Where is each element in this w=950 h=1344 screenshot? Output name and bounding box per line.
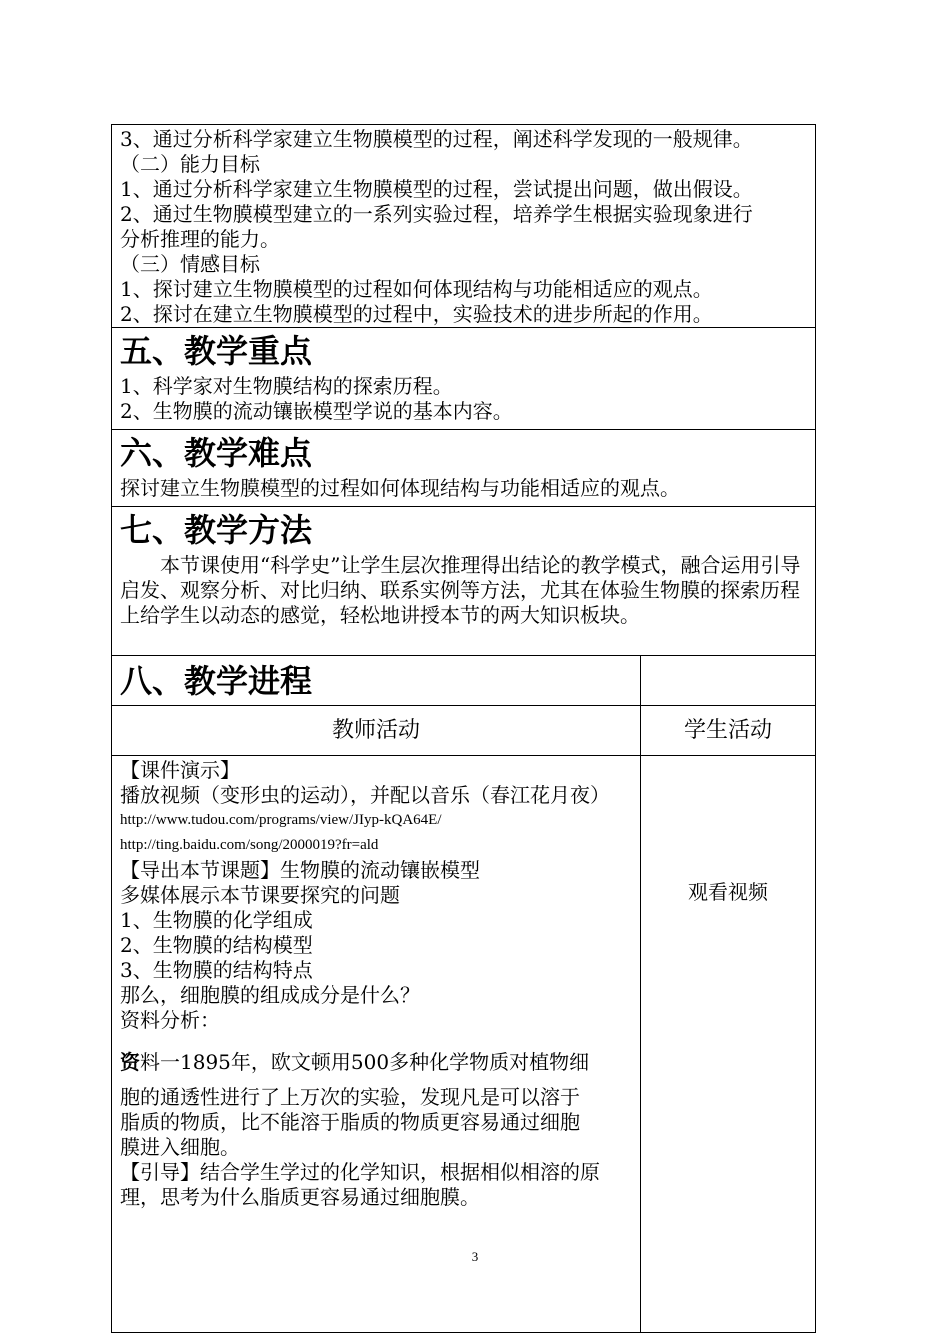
difficulty-row: [112, 430, 816, 507]
process-heading-cell: [112, 656, 641, 706]
teacher-line: 【导出本节课题】生物膜的流动镶嵌模型: [120, 858, 480, 882]
goal-line: （二）能力目标: [120, 152, 260, 176]
method-paragraph: 本节课使用“科学史”让学生层次推理得出结论的教学模式，融合运用引导启发、观察分析、对比归纳、联系实例等方法，尤其在体验生物膜的探索历程上给学生以动态的感觉，轻松地讲授本节的两大知识板块。: [120, 553, 801, 627]
teacher-line: 2、生物膜的结构模型: [120, 933, 313, 957]
teacher-line: 多媒体展示本节课要探究的问题: [120, 883, 400, 907]
activity-row: [112, 756, 816, 1333]
material-line: 胞的通透性进行了上万次的实验，发现凡是可以溶于: [120, 1085, 580, 1109]
goal-line: 2、探讨在建立生物膜模型的过程中，实验技术的进步所起的作用。: [120, 302, 713, 326]
difficulty-line: 探讨建立生物膜模型的过程如何体现结构与功能相适应的观点。: [120, 476, 680, 500]
guide-line: 【引导】结合学生学过的化学知识，根据相似相溶的原: [120, 1160, 600, 1184]
column-header-row: [112, 706, 816, 756]
key-points-cell: [112, 328, 816, 430]
teacher-line: 那么，细胞膜的组成成分是什么？: [120, 983, 420, 1007]
lesson-plan-table: [111, 124, 816, 1333]
student-activity-cell: [641, 756, 816, 1333]
teacher-line: 资料分析：: [120, 1008, 220, 1032]
teacher-activity-cell: [112, 756, 641, 1333]
page-number: 3: [471, 1249, 479, 1264]
goals-cell: [112, 125, 816, 328]
lesson-plan-page: [111, 124, 815, 1333]
student-activity-header: 学生活动: [641, 706, 816, 756]
section-heading: 七、教学方法: [120, 511, 313, 549]
section-heading: 六、教学难点: [120, 434, 313, 472]
key-point-line: 1、科学家对生物膜结构的探索历程。: [120, 374, 453, 398]
difficulty-cell: [112, 430, 816, 507]
section-heading: 八、教学进程: [120, 661, 313, 700]
material-line: 膜进入细胞。: [120, 1135, 240, 1159]
courseware-label: 【课件演示】: [120, 758, 240, 782]
material-one-line: [120, 1045, 632, 1079]
goals-row: [112, 125, 816, 328]
goal-line: 2、通过生物膜模型建立的一系列实验过程，培养学生根据实验现象进行: [120, 202, 753, 226]
key-point-line: 2、生物膜的流动镶嵌模型学说的基本内容。: [120, 399, 513, 423]
music-link[interactable]: http://ting.baidu.com/song/2000019?fr=ald: [120, 837, 379, 853]
material-bold-char: 资: [120, 1050, 140, 1074]
teacher-line: 3、生物膜的结构特点: [120, 958, 313, 982]
teacher-activity-header: 教师活动: [112, 706, 641, 756]
video-link[interactable]: http://www.tudou.com/programs/view/JIyp-kQA64E/: [120, 812, 442, 828]
empty-cell: [641, 656, 816, 706]
guide-line: 理，思考为什么脂质更容易通过细胞膜。: [120, 1185, 480, 1209]
method-row: [112, 507, 816, 656]
process-heading-row: [112, 656, 816, 706]
method-cell: [112, 507, 816, 656]
teacher-line: 1、生物膜的化学组成: [120, 908, 313, 932]
goal-line: 分析推理的能力。: [120, 227, 280, 251]
key-points-row: [112, 328, 816, 430]
section-heading: 五、教学重点: [120, 332, 313, 370]
material-text: 料一1895年，欧文顿用500多种化学物质对植物细: [140, 1050, 590, 1074]
material-line: 脂质的物质，比不能溶于脂质的物质更容易通过细胞: [120, 1110, 580, 1134]
goal-line: 1、探讨建立生物膜模型的过程如何体现结构与功能相适应的观点。: [120, 277, 713, 301]
goal-line: 3、通过分析科学家建立生物膜模型的过程，阐述科学发现的一般规律。: [120, 127, 753, 151]
teacher-line: 播放视频（变形虫的运动），并配以音乐（春江花月夜）: [120, 783, 610, 807]
student-activity-text: 观看视频: [688, 880, 768, 904]
goal-line: 1、通过分析科学家建立生物膜模型的过程，尝试提出问题，做出假设。: [120, 177, 753, 201]
goal-line: （三）情感目标: [120, 252, 260, 276]
